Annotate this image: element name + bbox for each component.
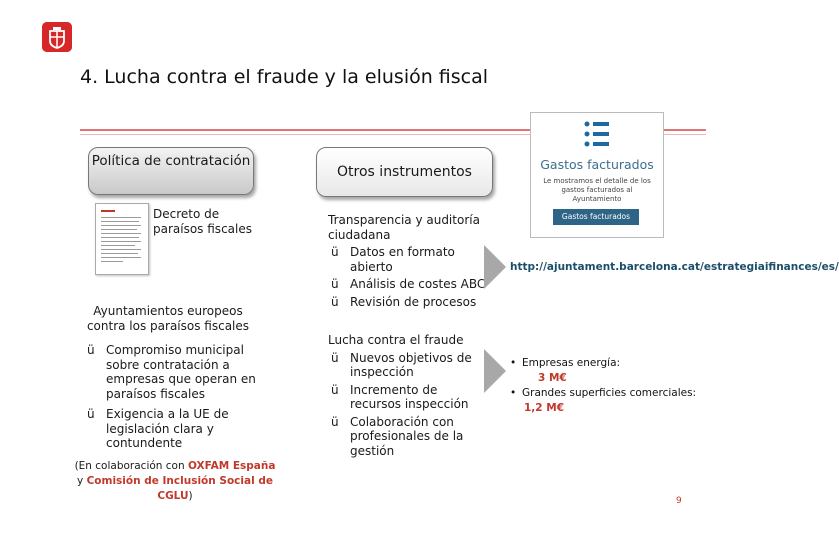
transparencia-section (328, 213, 488, 309)
savings-list (508, 356, 708, 416)
check-icon: ü (331, 294, 339, 309)
check-icon: ü (87, 343, 95, 357)
arrow-right-icon (484, 245, 506, 289)
transparencia-title: Transparencia y auditoría ciudadana (328, 213, 480, 242)
politica-contratacion-box: Política de contratación (88, 147, 254, 195)
list-item: ü Revisión de procesos (331, 294, 477, 309)
otros-instrumentos-box: Otros instrumentos (316, 147, 493, 197)
collaboration-note: (En colaboración con OXFAM España y Comisión de Inclusión Social de CGLU) (74, 460, 276, 502)
screenshot-subtitle: Le mostramos el detalle de los gastos facturados al Ayuntamiento (543, 177, 651, 203)
list-item: ü Exigencia a la UE de legislación clara y contundente (87, 407, 229, 450)
check-icon: ü (331, 414, 339, 429)
check-icon: ü (331, 350, 339, 365)
arrow-right-icon (484, 349, 506, 393)
gastos-facturados-button[interactable]: Gastos facturados (553, 209, 639, 225)
list-item: ü Datos en formato abierto (331, 245, 455, 274)
list-item: ü Incremento de recursos inspección (331, 382, 469, 411)
ayuntamientos-list (84, 343, 260, 451)
city-crest-icon (42, 22, 72, 52)
gastos-facturados-screenshot (530, 112, 664, 238)
ayuntamientos-heading: Ayuntamientos europeos contra los paraísos fiscales (86, 304, 250, 333)
page-number: 9 (676, 496, 682, 506)
screenshot-title: Gastos facturados (540, 157, 654, 172)
list-item: • Grandes superficies comerciales: 1,2 M€ (510, 387, 697, 414)
check-icon: ü (331, 245, 339, 259)
decreto-label: Decreto de paraísos fiscales (153, 207, 252, 236)
list-item: ü Compromiso municipal sobre contratación a empresas que operan en paraísos fiscales (87, 343, 256, 401)
check-icon: ü (87, 407, 95, 421)
list-item: • Empresas energía: 3 M€ (510, 357, 621, 384)
page-title: 4. Lucha contra el fraude y la elusión fiscal (80, 66, 489, 88)
check-icon: ü (331, 382, 339, 397)
oxfam-link: OXFAM España (187, 460, 276, 472)
check-icon: ü (331, 277, 339, 291)
decree-document-thumbnail (95, 203, 149, 275)
list-item: ü Nuevos objetivos de inspección (331, 350, 472, 379)
barcelona-logo (42, 22, 72, 52)
list-item: ü Colaboración con profesionales de la gestión (331, 414, 464, 458)
fraude-section (328, 333, 478, 458)
cglu-link: Comisión de Inclusión Social de CGLU (86, 475, 273, 502)
ajuntament-link[interactable]: http://ajuntament.barcelona.cat/estrategiaifinances/es/ (510, 261, 839, 273)
fraude-title: Lucha contra el fraude (328, 333, 464, 347)
list-item: ü Análisis de costes ABC (331, 277, 486, 291)
